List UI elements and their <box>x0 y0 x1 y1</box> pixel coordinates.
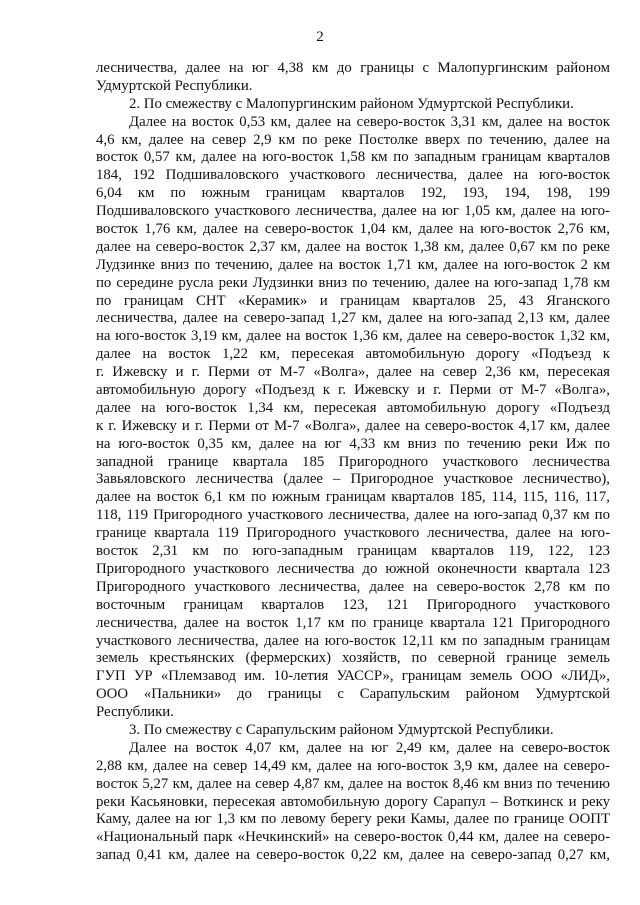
text-line: Республики. <box>96 704 174 721</box>
text-line: Удмуртской Республики. <box>96 77 253 94</box>
text-line: восток 1,76 км, далее на северо-восток 1,04 км, далее на юго-восток 2,76 км, <box>96 221 610 238</box>
text-line: г. Ижевску и г. Перми от М-7 «Волга», далее на север 2,36 км, пересекая <box>96 364 610 381</box>
text-line: автомобильную дорогу «Подъезд к г. Ижевску и г. Перми от М-7 «Волга», <box>96 382 610 399</box>
text-line: лесничества, далее на восток 1,17 км по границе квартала 121 Пригородного <box>96 614 610 631</box>
text-line: далее на юго-восток 1,34 км, пересекая автомобильную дорогу «Подъезд <box>96 399 610 416</box>
text-line: границе квартала 119 Пригородного участкового лесничества, далее на юго- <box>96 525 610 542</box>
text-line: запад 0,41 км, далее на северо-восток 0,22 км, далее на северо-запад 0,27 км, <box>96 847 610 864</box>
text-line: 118, 119 Пригородного участкового лесничества, далее на юго-запад 0,37 км по <box>96 507 610 524</box>
text-line: 2,88 км, далее на север 14,49 км, далее на юго-восток 3,9 км, далее на северо- <box>96 757 610 774</box>
text-line: Подшиваловского участкового лесничества, далее на юг 1,05 км, далее на юго- <box>96 203 610 220</box>
text-line: 4,6 км, далее на север 2,9 км по реке Постолке вверх по течению, далее на <box>96 131 610 148</box>
document-body <box>96 60 610 865</box>
text-line: Далее на восток 0,53 км, далее на северо-восток 3,31 км, далее на восток <box>129 113 610 130</box>
text-line: 2. По смежеству с Малопургинским районом Удмуртской Республики. <box>129 95 574 112</box>
text-line: восток 5,27 км, далее на север 4,87 км, далее на восток 8,46 км вниз по течению <box>96 775 610 792</box>
text-line: «Национальный парк «Нечкинский» на северо-восток 0,44 км, далее на северо- <box>96 829 610 846</box>
text-line: по границам СНТ «Керамик» и границам кварталов 25, 43 Яганского <box>96 292 610 309</box>
text-line: Завьяловского лесничества (далее – Пригородное участковое лесничество), <box>96 471 610 488</box>
text-line: Лудзинке вниз по течению, далее на восток 1,71 км, далее на юго-восток 2 км <box>96 256 610 273</box>
text-line: земель крестьянских (фермерских) хозяйств, по северной границе земель <box>96 650 610 667</box>
text-line: по середине русла реки Лудзинки вниз по течению, далее на юго-запад 1,78 км <box>96 274 610 291</box>
text-line: восток 2,31 км по юго-западным границам кварталов 119, 122, 123 <box>96 543 610 560</box>
text-line: ГУП УР «Племзавод им. 10-летия УАССР», границам земель ООО «ЛИД», <box>96 668 610 685</box>
text-line: Пригородного участкового лесничества до южной оконечности квартала 123 <box>96 560 610 577</box>
page-number: 2 <box>316 29 324 45</box>
text-line: участкового лесничества, далее на юго-восток 12,11 км по западным границам <box>96 632 610 649</box>
text-line: к г. Ижевску и г. Перми от М-7 «Волга», далее на северо-восток 4,17 км, далее <box>96 417 610 434</box>
text-line: далее на северо-восток 2,37 км, далее на восток 1,38 км, далее 0,67 км по реке <box>96 238 610 255</box>
text-line: Каму, далее на юг 1,3 км по левому берегу реки Камы, далее по границе ООПТ <box>96 811 610 828</box>
text-line: лесничества, далее на юг 4,38 км до границы с Малопургинским районом <box>96 60 610 76</box>
text-line: 184, 192 Подшиваловского участкового лесничества, далее на юго-восток <box>96 167 610 184</box>
text-line: ООО «Пальники» до границы с Сарапульским районом Удмуртской <box>96 686 610 703</box>
text-line: на юго-восток 0,35 км, далее на юг 4,33 км вниз по течению реки Иж по <box>96 435 610 452</box>
text-line: 3. По смежеству с Сарапульским районом Удмуртской Республики. <box>129 721 554 738</box>
text-line: восток 0,57 км, далее на юго-восток 1,58 км по западным границам кварталов <box>96 149 610 166</box>
text-line: 6,04 км по южным границам кварталов 192, 193, 194, 198, 199 <box>96 185 610 202</box>
text-line: далее на восток 1,22 км, пересекая автомобильную дорогу «Подъезд к <box>96 346 610 363</box>
text-line: реки Касьяновки, пересекая автомобильную дорогу Сарапул – Воткинск и реку <box>96 793 610 810</box>
text-line: на юго-восток 3,19 км, далее на восток 1,36 км, далее на северо-восток 1,32 км, <box>96 328 610 345</box>
text-line: лесничества, далее на северо-запад 1,27 км, далее на юго-запад 2,13 км, далее <box>96 310 610 327</box>
text-line: восточным границам кварталов 123, 121 Пригородного участкового <box>96 596 610 613</box>
text-line: Далее на восток 4,07 км, далее на юг 2,49 км, далее на северо-восток <box>129 739 610 756</box>
text-line: западной границе квартала 185 Пригородного участкового лесничества <box>96 453 610 470</box>
text-line: далее на восток 6,1 км по южным границам кварталов 185, 114, 115, 116, 117, <box>96 489 610 506</box>
text-line: Пригородного участкового лесничества, далее на северо-восток 2,78 км по <box>96 578 610 595</box>
